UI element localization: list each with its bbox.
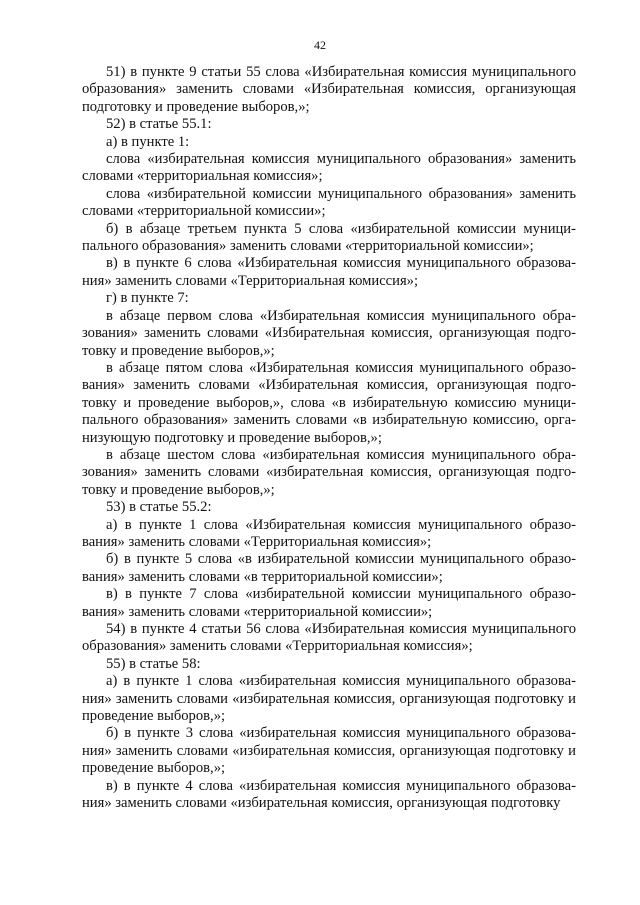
paragraph: в абзаце шестом слова «избирательная комиссия муниципального образования» заменить словами «избирательная комиссия, организующая подготовку и проведение выборов,»; (82, 446, 576, 498)
paragraph: 52) в статье 55.1: (106, 116, 212, 133)
paragraph: 51) в пункте 9 статьи 55 слова «Избирательная комиссия муниципального образования» заменить словами «Избирательная комиссия, организующая подготовку и проведение выборов,»; (82, 64, 576, 115)
paragraph: б) в абзаце третьем пункта 5 слова «избирательной комиссии муниципального образования» заменить словами «территориальной комиссии»; (82, 220, 576, 255)
paragraph: а) в пункте 1 слова «избирательная комиссия муниципального образования» заменить словами «избирательная комиссия, организующая подготовку и проведение выборов,»; (82, 673, 576, 725)
paragraph: 53) в статье 55.2: (106, 499, 212, 516)
paragraph: а) в пункте 1: (106, 133, 190, 150)
paragraph: слова «избирательная комиссия муниципального образования» заменить словами «территориальная комиссия»; (82, 151, 576, 185)
paragraph: г) в пункте 7: (106, 290, 189, 307)
paragraph: в) в пункте 6 слова «Избирательная комиссия муниципального образования» заменить словами «Территориальная комиссия»; (82, 255, 576, 289)
paragraph: а) в пункте 1 слова «Избирательная комиссия муниципального образования» заменить словами «Территориальная комиссия»; (82, 516, 576, 550)
paragraph: в) в пункте 4 слова «избирательная комиссия муниципального образования» заменить словами «избирательная комиссия, организующая подготовку (82, 777, 576, 812)
page-number: 42 (314, 38, 326, 52)
paragraph: в абзаце первом слова «Избирательная комиссия муниципального образования» заменить словами «Избирательная комиссия, организующая подготовку и проведение выборов,»; (82, 307, 576, 359)
paragraph: 54) в пункте 4 статьи 56 слова «Избирательная комиссия муниципального образования» заменить словами «Территориальная комиссия»; (82, 621, 576, 655)
paragraph: 55) в статье 58: (106, 655, 201, 672)
document-body (82, 64, 576, 812)
paragraph: б) в пункте 5 слова «в избирательной комиссии муниципального образования» заменить словами «в территориальной комиссии»; (82, 551, 576, 585)
paragraph: б) в пункте 3 слова «избирательная комиссия муниципального образования» заменить словами «избирательная комиссия, организующая подготовку и проведение выборов,»; (82, 725, 576, 777)
paragraph: в) в пункте 7 слова «избирательной комиссии муниципального образования» заменить словами «территориальной комиссии»; (82, 586, 576, 620)
paragraph: в абзаце пятом слова «Избирательная комиссия муниципального образования» заменить словами «Избирательная комиссия, организующая подготовку и проведение выборов,», слова «в избирательную комиссию муниципального образования» заменить словами «в избирательную комиссию, организующую подготовку и проведение выборов,»; (82, 359, 576, 446)
paragraph: слова «избирательной комиссии муниципального образования» заменить словами «территориальной комиссии»; (82, 185, 576, 220)
